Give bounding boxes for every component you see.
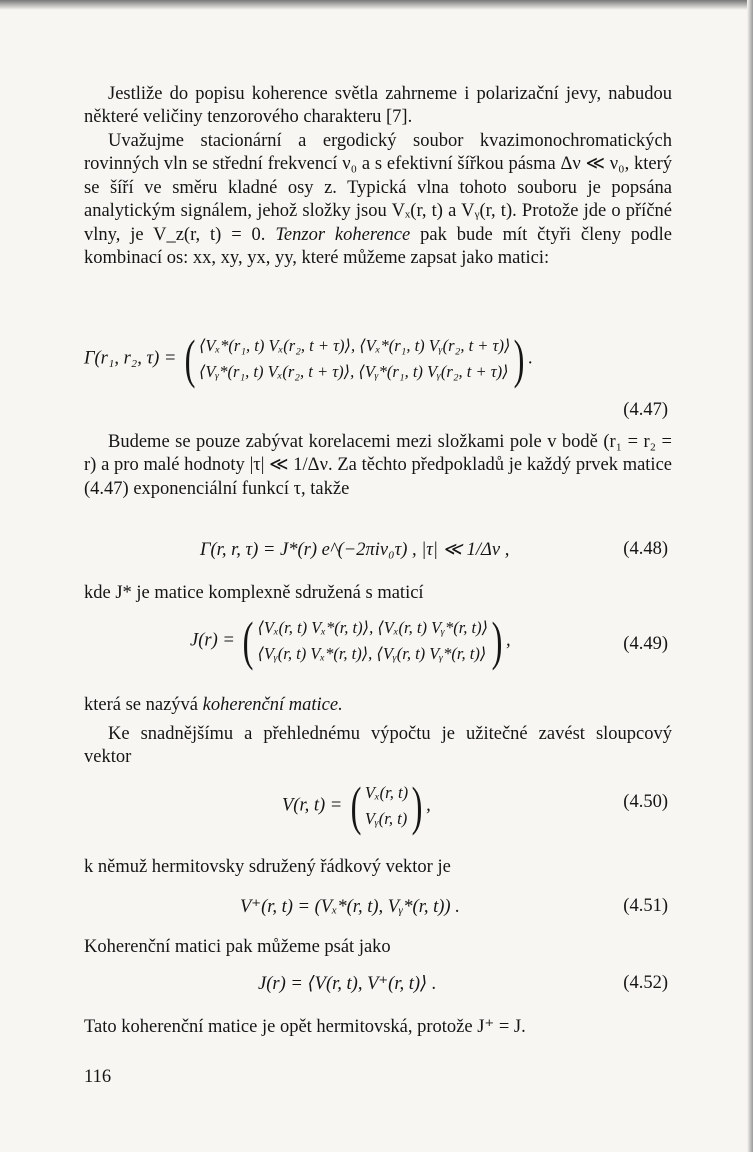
equation-4-50: [282, 776, 431, 836]
paragraph-coherence-matrix-name: [84, 693, 672, 717]
eq-449-lhs: J(r) =: [190, 630, 235, 651]
eq-447-number: (4.47): [623, 400, 668, 420]
term-coherence-tensor: Tenzor koherence: [275, 224, 411, 245]
eq-448-number: (4.48): [623, 539, 668, 559]
eq-449-row-2: ⟨Vᵧ(r, t) Vₓ*(r, t)⟩, ⟨Vᵧ(r, t) Vᵧ*(r, t)⟩: [257, 644, 487, 663]
left-paren-icon: (: [184, 329, 196, 389]
paragraph-conjugate-matrix: kde J* je matice komplexně sdružená s maticí: [84, 583, 424, 603]
right-paren-icon: ): [411, 776, 423, 836]
eq-449-row-1: ⟨Vₓ(r, t) Vₓ*(r, t)⟩, ⟨Vₓ(r, t) Vᵧ*(r, t)⟩: [257, 618, 489, 637]
scan-right-edge: [747, 0, 753, 1152]
paragraph-5-prefix: která se nazývá: [84, 695, 199, 715]
eq-450-number: (4.50): [623, 792, 668, 812]
eq-451-number: (4.51): [623, 896, 668, 916]
page-number: 116: [84, 1067, 112, 1087]
eq-447-lhs: Γ(r₁, r₂, τ) =: [84, 348, 177, 369]
equation-4-52: J(r) = ⟨V(r, t), V⁺(r, t)⟩ .: [258, 974, 437, 994]
paragraph-hermitian-row-vector: k němuž hermitovsky sdružený řádkový vektor je: [84, 857, 451, 877]
left-paren-icon: (: [350, 776, 362, 836]
eq-447-matrix: ( ⟨Vₓ*(r₁, t) Vₓ(r₂, t + τ)⟩, ⟨Vₓ*(r₁, t) Vᵧ(r₂, t + τ)⟩ ⟨Vᵧ*(r₁, t) Vₓ(r₂, t + τ)⟩, ⟨Vᵧ*(r₁, t) Vᵧ(r₂, t + τ)⟩ ) .: [184, 329, 533, 389]
paragraph-hermitian-conclusion: Tato koherenční matice je opět hermitovská, protože J⁺ = J.: [84, 1017, 526, 1037]
eq-450-vector: ( Vₓ(r, t) Vᵧ(r, t) ) ,: [350, 776, 431, 836]
paragraph-quasimonochromatic-waves: [84, 130, 672, 270]
eq-447-row-1: ⟨Vₓ*(r₁, t) Vₓ(r₂, t + τ)⟩, ⟨Vₓ*(r₁, t) Vᵧ(r₂, t + τ)⟩: [198, 336, 511, 355]
term-coherence-matrix: koherenční matice.: [202, 695, 343, 715]
paragraph-column-vector: Ke snadnějšímu a přehlednému výpočtu je užitečné zavést sloupcový vektor: [84, 724, 672, 768]
eq-450-row-1: Vₓ(r, t): [364, 783, 409, 802]
eq-450-lhs: V(r, t) =: [282, 795, 343, 816]
paragraph-2-text-b: pak bude mít čtyři členy podle kombinací os: xx, xy, yx, yy, které můžeme zapsat jako matici:: [84, 224, 672, 269]
right-paren-icon: ): [491, 611, 503, 671]
paragraph-polarization-intro: Jestliže do popisu koherence světla zahrneme i polarizační jevy, nabudou některé veličiny tenzorového charakteru [7].: [84, 84, 672, 128]
eq-447-row-2: ⟨Vᵧ*(r₁, t) Vₓ(r₂, t + τ)⟩, ⟨Vᵧ*(r₁, t) Vᵧ(r₂, t + τ)⟩: [198, 362, 509, 381]
paragraph-2-text-a: Uvažujme stacionární a ergodický soubor kvazimonochromatických rovinných vln se střední frekvencí ν₀ a s efektivní šířkou pásma Δν ≪ ν₀, který se šíří ve směru kladné osy z. Typická vlna tohoto souboru je popsána analytickým signálem, jehož složky jsou Vₓ(r, t) a Vᵧ(r, t). Protože jde o příčné vlny, je V_z(r, t) = 0.: [84, 131, 672, 245]
right-paren-icon: ): [513, 329, 525, 389]
eq-452-number: (4.52): [623, 973, 668, 993]
left-paren-icon: (: [243, 611, 254, 671]
paragraph-write-coherence-matrix: Koherenční matici pak můžeme psát jako: [84, 937, 391, 957]
eq-449-matrix: ( ⟨Vₓ(r, t) Vₓ*(r, t)⟩, ⟨Vₓ(r, t) Vᵧ*(r, t)⟩ ⟨Vᵧ(r, t) Vₓ*(r, t)⟩, ⟨Vᵧ(r, t) Vᵧ*(r, t)⟩ ) ,: [243, 611, 511, 671]
paragraph-correlations: Budeme se pouze zabývat korelacemi mezi složkami pole v bodě (r₁ = r₂ = r) a pro malé hodnoty |τ| ≪ 1/Δν. Za těchto předpokladů je každý prvek matice (4.47) exponenciální funkcí τ, takže: [84, 432, 672, 499]
eq-449-number: (4.49): [623, 634, 668, 654]
scan-top-edge: [0, 0, 753, 10]
equation-4-47: [84, 329, 533, 389]
equation-4-48: Γ(r, r, τ) = J*(r) e^(−2πiν₀τ) , |τ| ≪ 1/Δν ,: [200, 540, 510, 560]
equation-4-49: [190, 611, 511, 671]
equation-4-51: V⁺(r, t) = (Vₓ*(r, t), Vᵧ*(r, t)) .: [240, 897, 460, 917]
eq-450-row-2: Vᵧ(r, t): [364, 809, 408, 828]
